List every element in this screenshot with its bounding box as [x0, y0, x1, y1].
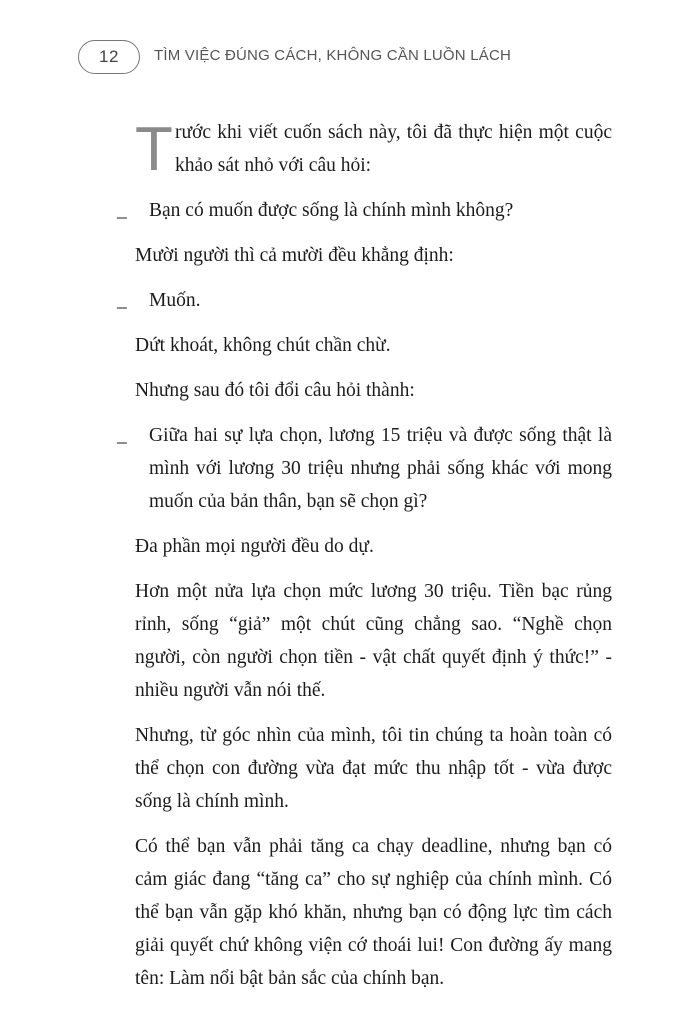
paragraph: Hơn một nửa lựa chọn mức lương 30 triệu. Tiền bạc rủng rỉnh, sống “giả” một chút cũng chẳng sao. “Nghề chọn người, còn người chọn tiền - vật chất quyết định ý thức!” - nhiều người vẫn nói thế. [135, 581, 612, 701]
paragraph: Nhưng sau đó tôi đổi câu hỏi thành: [135, 380, 415, 401]
dialog-dash: _ [117, 200, 127, 221]
running-title: TÌM VIỆC ĐÚNG CÁCH, KHÔNG CẦN LUỒN LÁCH [154, 47, 512, 64]
paragraph: Đa phần mọi người đều do dự. [135, 536, 374, 557]
page-number: 12 [99, 47, 119, 66]
body-text [117, 115, 612, 1007]
dialog-line-question-1 [117, 194, 612, 227]
paragraph: Mười người thì cả mười đều khẳng định: [135, 245, 454, 266]
question-1-text: Bạn có muốn được sống là chính mình không? [149, 200, 514, 221]
question-2-text: Giữa hai sự lựa chọn, lương 15 triệu và được sống thật là mình với lương 30 triệu nhưng phải sống khác với mong muốn của bản thân, bạn sẽ chọn gì? [149, 425, 612, 512]
dialog-dash: _ [117, 290, 127, 311]
drop-cap: T [135, 115, 173, 184]
paragraph: Có thể bạn vẫn phải tăng ca chạy deadline, nhưng bạn có cảm giác đang “tăng ca” cho sự nghiệp của chính mình. Có thể bạn vẫn gặp khó khăn, nhưng bạn có động lực tìm cách giải quyết chứ không viện cớ thoái lui! Con đường ấy mang tên: Làm nổi bật bản sắc của chính bạn. [135, 836, 612, 989]
dialog-dash: _ [117, 425, 127, 446]
answer-1-text: Muốn. [149, 290, 201, 311]
paragraph: Nhưng, từ góc nhìn của mình, tôi tin chúng ta hoàn toàn có thể chọn con đường vừa đạt mức thu nhập tốt - vừa được sống là chính mình. [135, 725, 612, 812]
page-number-badge [78, 40, 140, 74]
opening-paragraph-text: rước khi viết cuốn sách này, tôi đã thực hiện một cuộc khảo sát nhỏ với câu hỏi: [175, 122, 612, 176]
dialog-line-question-2 [117, 419, 612, 518]
opening-paragraph [135, 116, 612, 182]
paragraph: Dứt khoát, không chút chần chừ. [135, 335, 391, 356]
dialog-line-answer-1 [117, 284, 612, 317]
